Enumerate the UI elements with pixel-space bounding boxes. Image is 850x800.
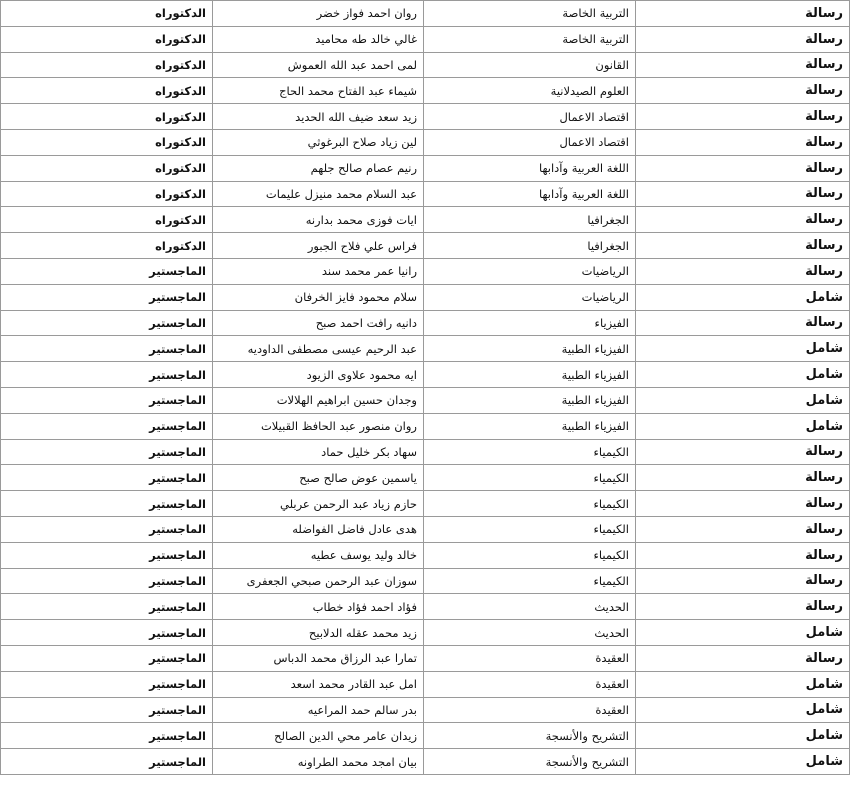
degree-cell: الدكتوراه [1,1,213,27]
table-row [1,258,850,284]
degree-cell: الماجستير [1,310,213,336]
student-name-cell: روان منصور عبد الحافظ القبيلات [213,413,424,439]
major-cell: اللغة العربية وآدابها [424,155,636,181]
major-cell: الكيمياء [424,542,636,568]
student-name-cell: بدر سالم حمد المراعيه [213,697,424,723]
table-row [1,645,850,671]
degree-cell: الماجستير [1,362,213,388]
student-name-cell: عبد الرحيم عيسى مصطفى الداوديه [213,336,424,362]
student-name-cell: هدى عادل فاضل الفواضله [213,516,424,542]
table-row [1,413,850,439]
table-row [1,620,850,646]
major-cell: الفيزياء الطبية [424,362,636,388]
thesis-type-cell: رسالة [636,104,850,130]
degree-cell: الماجستير [1,258,213,284]
major-cell: اللغة العربية وآدابها [424,181,636,207]
major-cell: اقتصاد الاعمال [424,129,636,155]
table-row [1,749,850,775]
table-row [1,362,850,388]
degree-cell: الماجستير [1,697,213,723]
degree-cell: الدكتوراه [1,104,213,130]
major-cell: الكيمياء [424,568,636,594]
thesis-type-cell: شامل [636,749,850,775]
degree-cell: الماجستير [1,594,213,620]
thesis-type-cell: شامل [636,387,850,413]
degree-cell: الماجستير [1,413,213,439]
student-name-cell: غالي خالد طه محاميد [213,26,424,52]
student-name-cell: ياسمين عوض صالح صبح [213,465,424,491]
major-cell: التشريح والأنسجة [424,749,636,775]
thesis-type-cell: رسالة [636,129,850,155]
thesis-type-cell: شامل [636,336,850,362]
degree-cell: الماجستير [1,284,213,310]
thesis-type-cell: شامل [636,723,850,749]
student-name-cell: فراس علي فلاح الجبور [213,233,424,259]
student-name-cell: لين زياد صلاح البرغوثي [213,129,424,155]
major-cell: الكيمياء [424,439,636,465]
major-cell: العقيدة [424,697,636,723]
table-row [1,336,850,362]
student-name-cell: دانيه رافت احمد صبح [213,310,424,336]
thesis-type-cell: شامل [636,284,850,310]
thesis-type-cell: رسالة [636,491,850,517]
major-cell: الرياضيات [424,284,636,310]
thesis-type-cell: رسالة [636,207,850,233]
degree-cell: الدكتوراه [1,26,213,52]
table-row [1,104,850,130]
thesis-type-cell: شامل [636,413,850,439]
major-cell: التربية الخاصة [424,1,636,27]
major-cell: الفيزياء الطبية [424,387,636,413]
table-row [1,516,850,542]
degree-cell: الماجستير [1,620,213,646]
major-cell: الجغرافيا [424,233,636,259]
major-cell: التربية الخاصة [424,26,636,52]
students-table-body [1,1,850,775]
major-cell: الفيزياء [424,310,636,336]
student-name-cell: زيدان عامر محي الدين الصالح [213,723,424,749]
table-row [1,129,850,155]
degree-cell: الدكتوراه [1,129,213,155]
student-name-cell: امل عبد القادر محمد اسعد [213,671,424,697]
table-row [1,181,850,207]
thesis-type-cell: رسالة [636,594,850,620]
student-name-cell: خالد وليد يوسف عطيه [213,542,424,568]
degree-cell: الماجستير [1,671,213,697]
thesis-type-cell: رسالة [636,26,850,52]
major-cell: الجغرافيا [424,207,636,233]
table-row [1,26,850,52]
student-name-cell: سوزان عبد الرحمن صبحي الجعفرى [213,568,424,594]
degree-cell: الماجستير [1,568,213,594]
student-name-cell: وجدان حسين ابراهيم الهلالات [213,387,424,413]
student-name-cell: روان احمد فواز خضر [213,1,424,27]
thesis-type-cell: رسالة [636,78,850,104]
student-name-cell: لمى احمد عبد الله العموش [213,52,424,78]
thesis-type-cell: رسالة [636,310,850,336]
major-cell: الرياضيات [424,258,636,284]
thesis-type-cell: شامل [636,697,850,723]
thesis-type-cell: رسالة [636,52,850,78]
thesis-type-cell: رسالة [636,465,850,491]
student-name-cell: حازم زياد عبد الرحمن عربلي [213,491,424,517]
thesis-type-cell: شامل [636,620,850,646]
major-cell: العقيدة [424,671,636,697]
table-row [1,78,850,104]
major-cell: القانون [424,52,636,78]
student-name-cell: ايات فوزى محمد بدارنه [213,207,424,233]
student-name-cell: زيد محمد عقله الدلابيح [213,620,424,646]
table-row [1,284,850,310]
major-cell: الكيمياء [424,491,636,517]
degree-cell: الماجستير [1,336,213,362]
degree-cell: الدكتوراه [1,52,213,78]
table-row [1,568,850,594]
thesis-type-cell: رسالة [636,542,850,568]
thesis-type-cell: رسالة [636,258,850,284]
degree-cell: الماجستير [1,723,213,749]
table-row [1,491,850,517]
degree-cell: الدكتوراه [1,181,213,207]
table-row [1,542,850,568]
table-row [1,697,850,723]
degree-cell: الماجستير [1,465,213,491]
degree-cell: الدكتوراه [1,78,213,104]
degree-cell: الماجستير [1,645,213,671]
student-name-cell: رنيم عصام صالح جلهم [213,155,424,181]
thesis-type-cell: رسالة [636,439,850,465]
degree-cell: الماجستير [1,516,213,542]
student-name-cell: سهاد بكر خليل حماد [213,439,424,465]
student-name-cell: تمارا عبد الرزاق محمد الدباس [213,645,424,671]
table-row [1,52,850,78]
student-name-cell: ايه محمود علاوى الزيود [213,362,424,388]
student-name-cell: رانيا عمر محمد سند [213,258,424,284]
student-name-cell: بيان امجد محمد الطراونه [213,749,424,775]
major-cell: الكيمياء [424,516,636,542]
major-cell: التشريح والأنسجة [424,723,636,749]
student-name-cell: عبد السلام محمد منيزل عليمات [213,181,424,207]
major-cell: الفيزياء الطبية [424,413,636,439]
degree-cell: الماجستير [1,387,213,413]
thesis-type-cell: رسالة [636,1,850,27]
student-name-cell: فؤاد احمد فؤاد خطاب [213,594,424,620]
major-cell: الحديث [424,620,636,646]
thesis-type-cell: رسالة [636,181,850,207]
student-name-cell: سلام محمود فايز الخرفان [213,284,424,310]
degree-cell: الماجستير [1,749,213,775]
thesis-type-cell: رسالة [636,568,850,594]
table-row [1,387,850,413]
student-name-cell: زيد سعد ضيف الله الحديد [213,104,424,130]
degree-cell: الدكتوراه [1,155,213,181]
table-row [1,723,850,749]
degree-cell: الماجستير [1,439,213,465]
table-row [1,233,850,259]
table-row [1,594,850,620]
table-row [1,207,850,233]
major-cell: الفيزياء الطبية [424,336,636,362]
major-cell: العلوم الصيدلانية [424,78,636,104]
thesis-type-cell: رسالة [636,645,850,671]
degree-cell: الدكتوراه [1,207,213,233]
thesis-type-cell: شامل [636,362,850,388]
thesis-type-cell: شامل [636,671,850,697]
major-cell: الكيمياء [424,465,636,491]
table-row [1,310,850,336]
major-cell: الحديث [424,594,636,620]
thesis-type-cell: رسالة [636,233,850,259]
thesis-type-cell: رسالة [636,155,850,181]
major-cell: اقتصاد الاعمال [424,104,636,130]
table-row [1,1,850,27]
degree-cell: الماجستير [1,491,213,517]
degree-cell: الدكتوراه [1,233,213,259]
table-row [1,439,850,465]
table-row [1,465,850,491]
table-row [1,155,850,181]
major-cell: العقيدة [424,645,636,671]
student-name-cell: شيماء عبد الفتاح محمد الحاج [213,78,424,104]
thesis-type-cell: رسالة [636,516,850,542]
degree-cell: الماجستير [1,542,213,568]
table-row [1,671,850,697]
